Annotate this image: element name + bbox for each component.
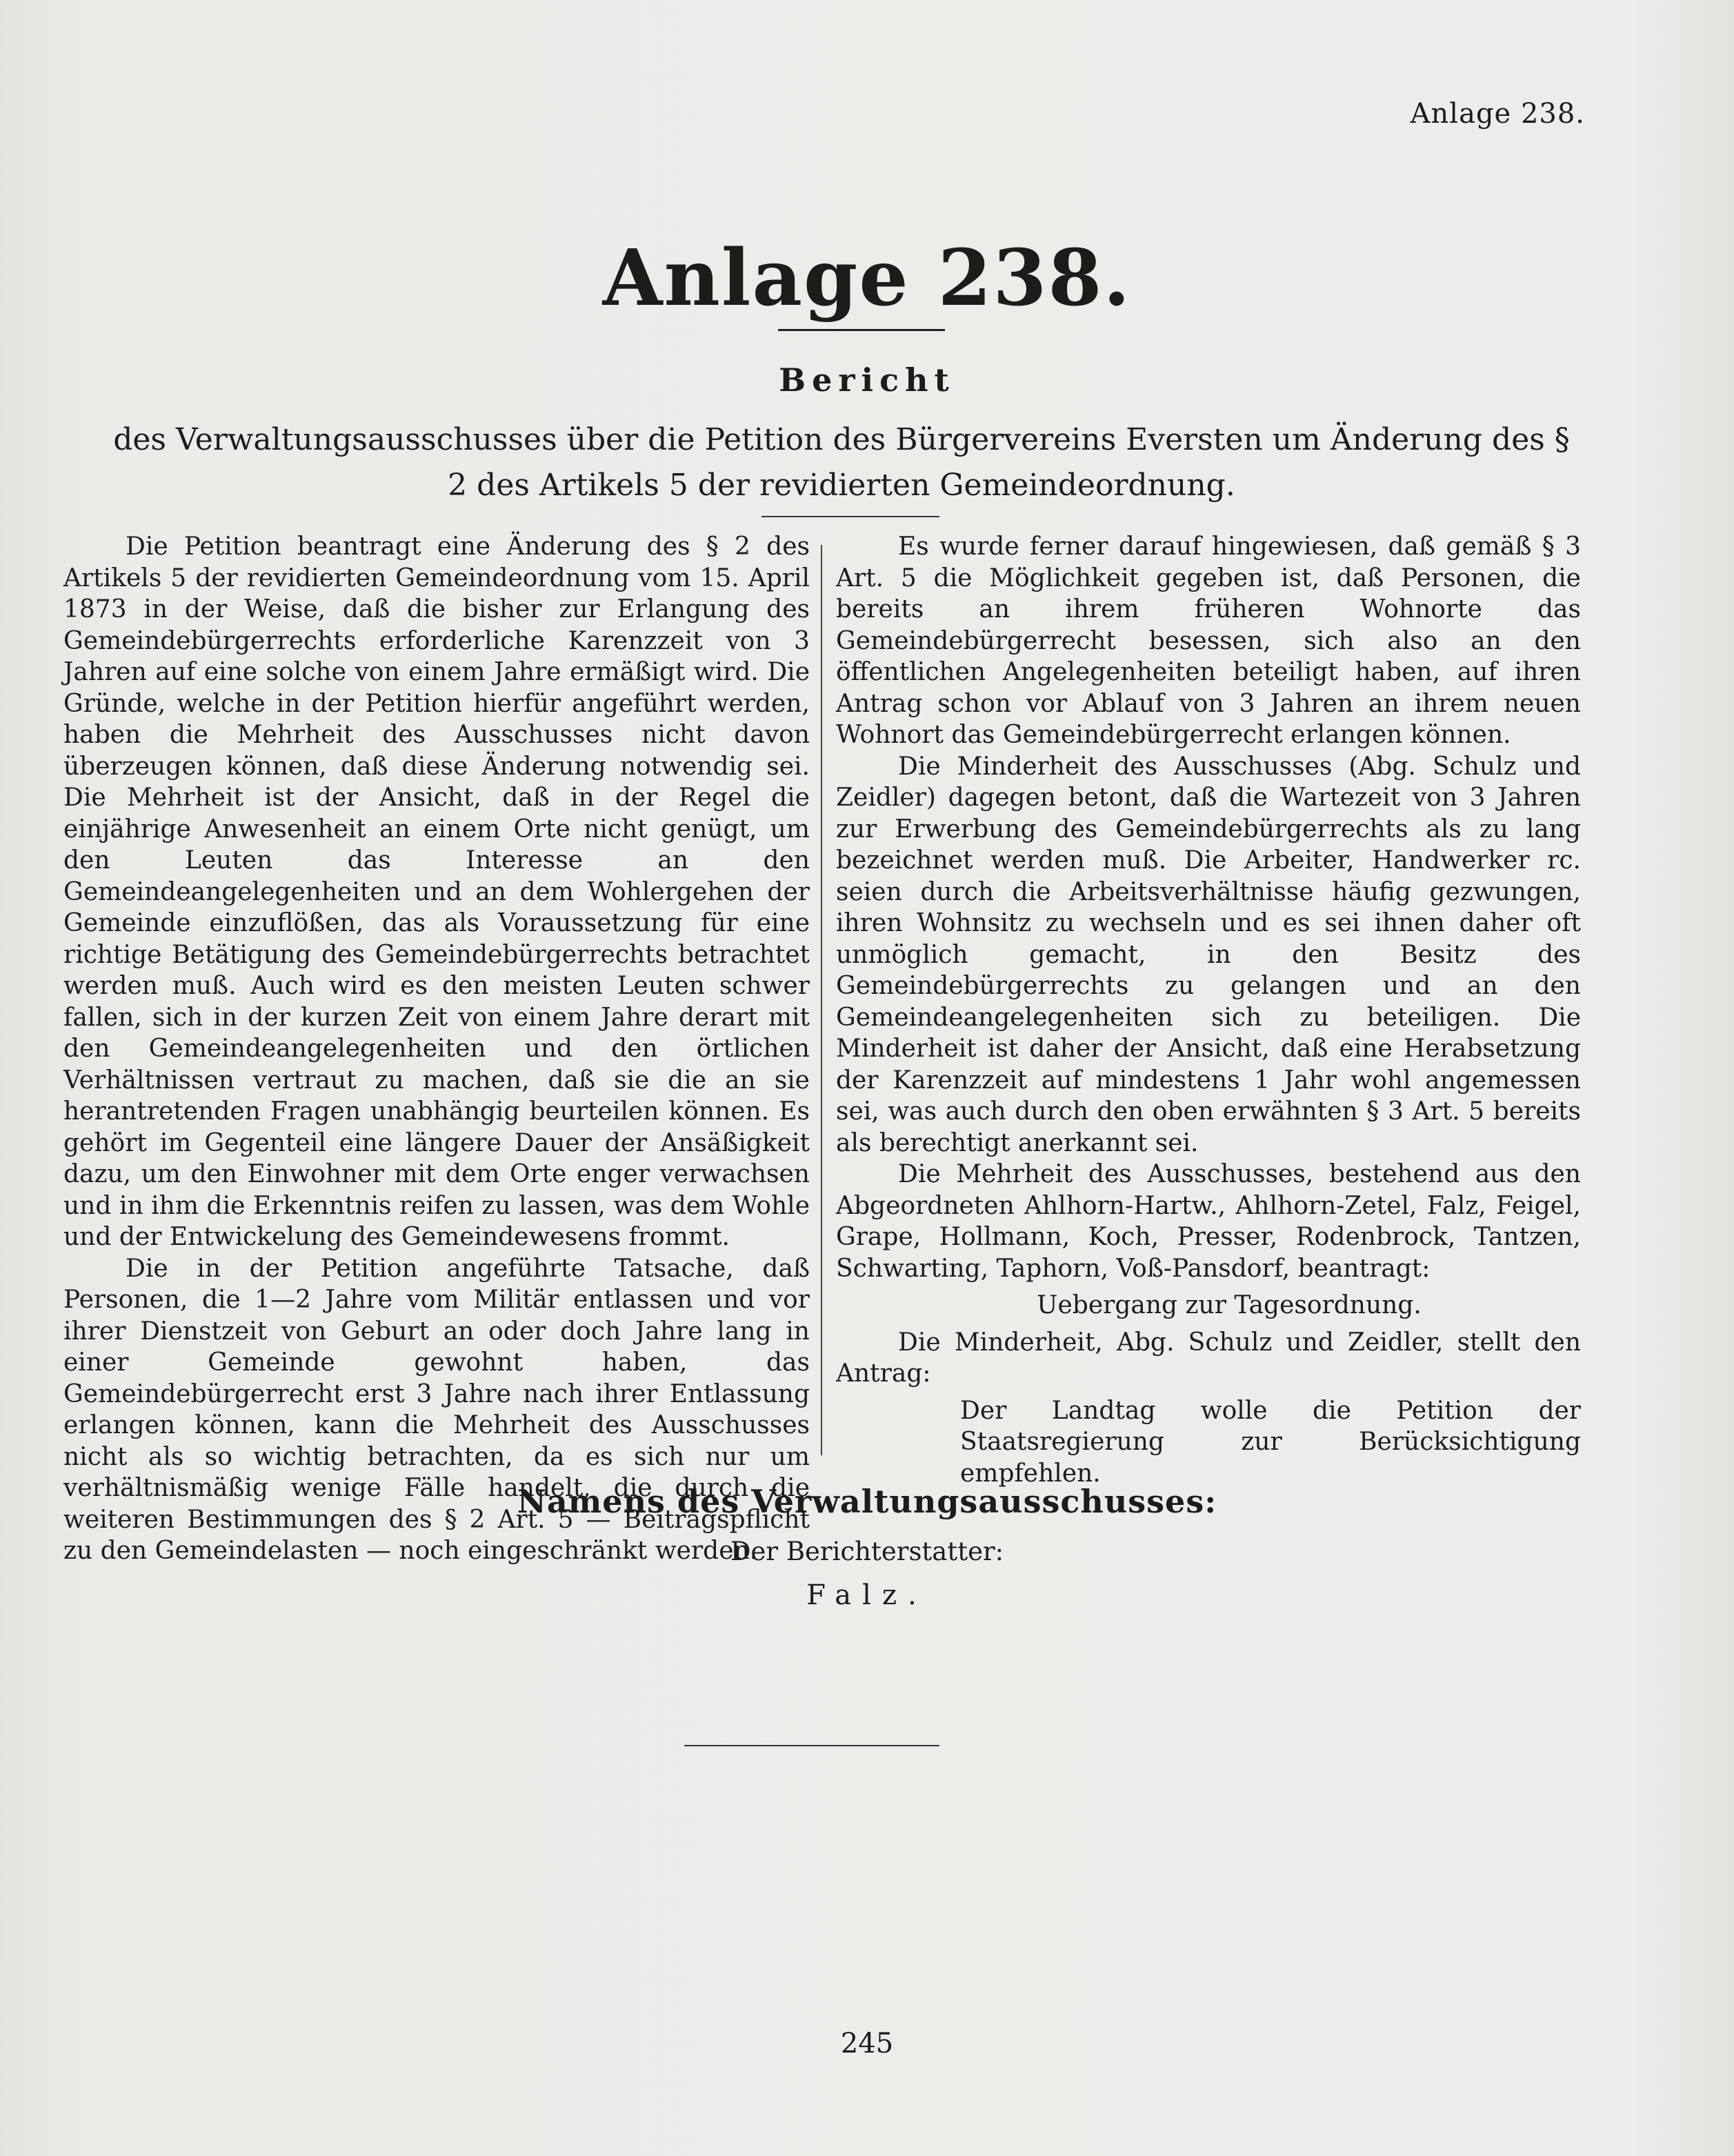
bottom-rule [684, 1745, 939, 1746]
minority-request: Der Landtag wolle die Petition der Staatsregierung zur Berücksichtigung empfehlen. [960, 1396, 1581, 1488]
right-column [836, 531, 1581, 1489]
title-rule [778, 329, 945, 331]
document-title: Anlage 238. [602, 233, 1132, 323]
running-head: Anlage 238. [1410, 98, 1585, 130]
left-paragraph-2: Die in der Petition angeführte Tatsache, daß Personen, die 1—2 Jahre vom Militär entlassen und vor ihrer Dienstzeit von Geburt an oder doch Jahre lang in einer Gemeinde gewohnt haben, das Gemeindebürgerrecht erst 3 Jahre nach ihrer Entlassung erlangen können, kann die Mehrheit des Ausschusses nicht als so wichtig betrachten, da es sich nur um verhältnismäßig wenige Fälle handelt, die durch die weiteren Bestimmungen des § 2 Art. 5 — Beitragspflicht zu den Gemeindelasten — noch eingeschränkt werden. [63, 1254, 810, 1565]
page-number: 245 [840, 2028, 894, 2059]
left-column [63, 531, 810, 1567]
right-paragraph-2: Die Minderheit des Ausschusses (Abg. Schulz und Zeidler) dagegen betont, daß die Wartezeit von 3 Jahren zur Erwerbung des Gemeindebürgerrechts als zu lang bezeichnet werden muß. Die Arbeiter, Handwerker rc. seien durch die Arbeitsverhältnisse häufig gezwungen, ihren Wohnsitz zu wechseln und es sei ihnen daher oft unmöglich gemacht, in den Besitz des Gemeindebürgerrechts zu gelangen und an den Gemeindeangelegenheiten sich zu beteiligen. Die Minderheit ist daher der Ansicht, daß eine Herabsetzung der Karenzzeit auf mindestens 1 Jahr wohl angemessen sei, was auch durch den oben erwähnten § 3 Art. 5 bereits als berechtigt anerkannt sei. [836, 752, 1581, 1157]
majority-motion: Uebergang zur Tagesordnung. [1037, 1291, 1422, 1319]
right-paragraph-3: Die Mehrheit des Ausschusses, bestehend aus den Abgeordneten Ahlhorn-Hartw., Ahlhorn-Zetel, Falz, Feigel, Grape, Hollmann, Koch, Presser, Rodenbrock, Tantzen, Schwarting, Taphorn, Voß-Pansdorf, beantragt: [836, 1160, 1581, 1283]
left-paragraph-1: Die Petition beantragt eine Änderung des § 2 des Artikels 5 der revidierten Gemeindeordnung vom 15. April 1873 in der Weise, daß die bisher zur Erlangung des Gemeindebürgerrechts erforderliche Karenzzeit von 3 Jahren auf eine solche von einem Jahre ermäßigt wird. Die Gründe, welche in der Petition hierfür angeführt werden, haben die Mehrheit des Ausschusses nicht davon überzeugen können, daß diese Änderung notwendig sei. Die Mehrheit ist der Ansicht, daß in der Regel die einjährige Anwesenheit an einem Orte nicht genügt, um den Leuten das Interesse an den Gemeindeangelegenheiten und an dem Wohlergehen der Gemeinde einzuflößen, das als Voraussetzung für eine richtige Betätigung des Gemeindebürgerrechts betrachtet werden muß. Auch wird es den meisten Leuten schwer fallen, sich in der kurzen Zeit von einem Jahre derart mit den Gemeindeangelegenheiten und den örtlichen Verhältnissen vertraut zu machen, daß sie die an sie herantretenden Fragen unabhängig beurteilen können. Es gehört im Gegenteil eine längere Dauer der Ansäßigkeit dazu, um den Einwohner mit dem Orte enger verwachsen und in ihm die Erkenntnis reifen zu lassen, was dem Wohle und der Entwickelung des Gemeindewesens frommt. [63, 532, 810, 1251]
document-subject: des Verwaltungsausschusses über die Petition des Bürgervereins Eversten um Änderung des § 2 des Artikels 5 der revidierten Gemeindeordnung. [113, 422, 1570, 503]
document-subtitle: Bericht [779, 361, 955, 399]
subject-rule [761, 516, 939, 517]
on-behalf-line: Namens des Verwaltungsausschusses: [517, 1483, 1217, 1520]
right-paragraph-4: Die Minderheit, Abg. Schulz und Zeidler, stellt den Antrag: [836, 1328, 1581, 1388]
reporter-label: Der Berichterstatter: [730, 1537, 1004, 1566]
reporter-name: Falz. [806, 1579, 928, 1611]
column-divider [821, 545, 822, 1455]
right-paragraph-1: Es wurde ferner darauf hingewiesen, daß gemäß § 3 Art. 5 die Möglichkeit gegeben ist, daß Personen, die bereits an ihrem früheren Wohnorte das Gemeindebürgerrecht besessen, sich also an den öffentlichen Angelegenheiten beteiligt haben, auf ihren Antrag schon vor Ablauf von 3 Jahren an ihrem neuen Wohnort das Gemeindebürgerrecht erlangen können. [836, 532, 1581, 749]
